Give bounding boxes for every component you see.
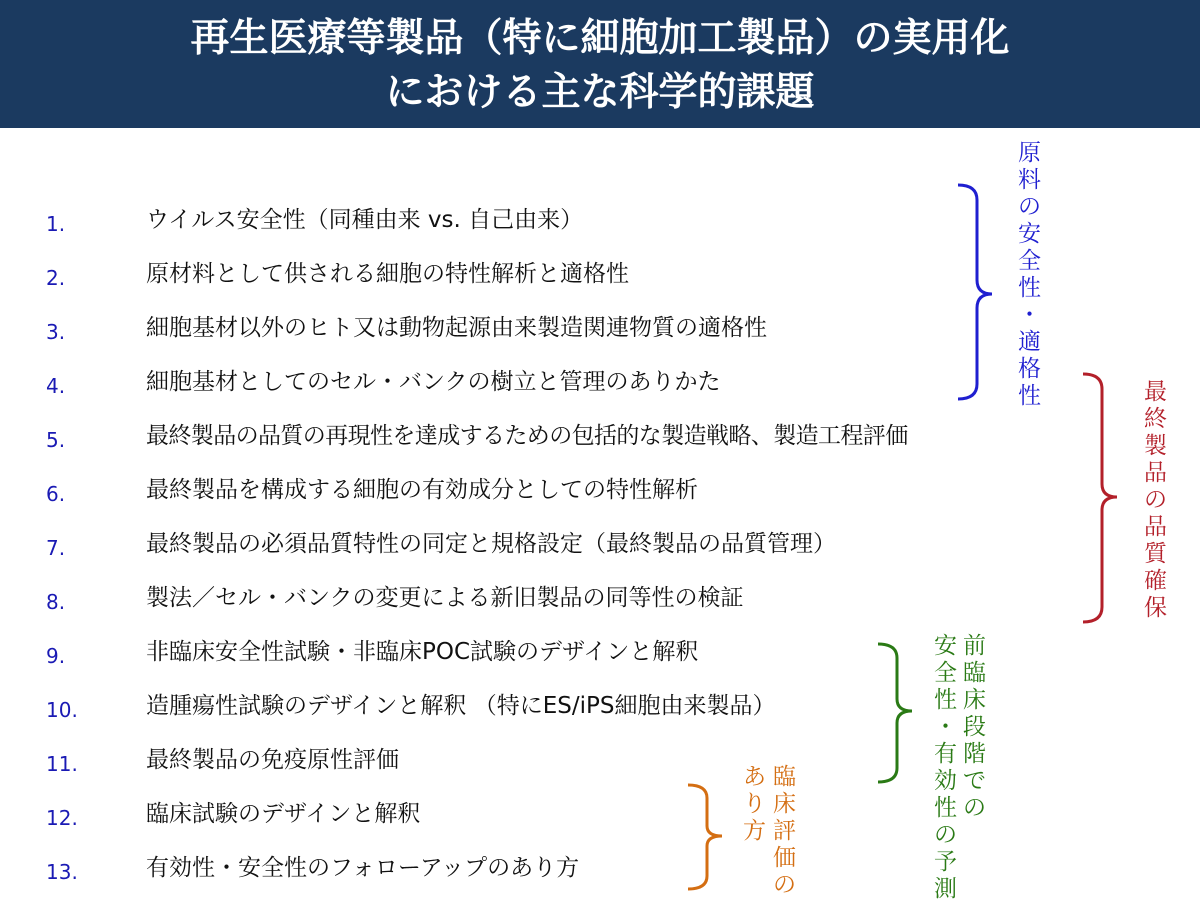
vertical-char: 効 [934,768,957,794]
vertical-char: 質 [1144,541,1167,567]
vertical-char: の [963,795,986,821]
vertical-char: 品 [1144,460,1167,486]
vertical-char: の [1144,487,1167,513]
vertical-char: 格 [1018,356,1041,382]
vertical-char: 全 [1018,248,1041,274]
vertical-char: 床 [773,791,796,817]
title-line-1: 再生医療等製品（特に細胞加工製品）の実用化 [190,16,1010,61]
raw-material-label [1016,140,1043,410]
clinical-bracket [688,785,722,889]
vertical-char: 段 [963,714,986,740]
vertical-char: 前 [963,633,986,659]
vertical-char: の [934,822,957,848]
item-number: 8. [46,590,66,614]
item-text: 最終製品の品質の再現性を達成するための包括的な製造戦略、製造工程評価 [146,423,908,449]
item-number: 9. [46,644,66,668]
raw-material-bracket [958,185,992,399]
clinical-label-col2 [741,764,768,845]
item-number: 5. [46,428,66,452]
item-number: 1. [46,212,66,236]
nonclinical-label-col1 [961,633,988,822]
vertical-char: ・ [934,714,957,740]
item-number: 2. [46,266,66,290]
vertical-char: 性 [934,795,957,821]
vertical-char: 測 [934,876,957,902]
item-text: ウイルス安全性（同種由来 vs. 自己由来） [146,207,584,233]
item-text: 細胞基材としてのセル・バンクの樹立と管理のありかた [146,369,721,395]
vertical-char: 最 [1144,379,1167,405]
vertical-char: ・ [1018,302,1041,328]
item-number: 4. [46,374,66,398]
vertical-char: 予 [934,849,957,875]
vertical-char: 原 [1018,140,1041,166]
vertical-char: の [1018,194,1041,220]
vertical-char: 安 [1018,221,1041,247]
vertical-char: 適 [1018,329,1041,355]
vertical-char: 階 [963,741,986,767]
vertical-char: 保 [1144,595,1167,621]
item-text: 最終製品の免疫原性評価 [146,747,399,773]
vertical-char: の [773,872,796,898]
vertical-char: 終 [1144,406,1167,432]
nonclinical-label-col2 [932,633,959,903]
item-text: 最終製品の必須品質特性の同定と規格設定（最終製品の品質管理） [146,531,836,557]
item-number: 12. [46,806,78,830]
item-text: 造腫瘍性試験のデザインと解釈 （特にES/iPS細胞由来製品） [146,693,776,719]
item-text: 製法／セル・バンクの変更による新旧製品の同等性の検証 [146,585,744,611]
vertical-char: 価 [773,845,796,871]
vertical-char: 有 [934,741,957,767]
item-text: 有効性・安全性のフォローアップのあり方 [146,855,580,881]
vertical-char: 性 [1018,383,1041,409]
vertical-char: 確 [1144,568,1167,594]
item-text: 非臨床安全性試験・非臨床POC試験のデザインと解釈 [146,639,699,665]
vertical-char: 方 [743,818,766,844]
vertical-char: 品 [1144,514,1167,540]
clinical-label-col1 [771,764,798,899]
item-text: 臨床試験のデザインと解釈 [146,801,421,827]
vertical-char: で [963,768,986,794]
vertical-char: 性 [1018,275,1041,301]
item-number: 13. [46,860,78,884]
nonclinical-bracket [878,644,912,782]
item-number: 3. [46,320,66,344]
vertical-char: あ [743,764,766,790]
item-text: 最終製品を構成する細胞の有効成分としての特性解析 [146,477,698,503]
vertical-char: 評 [773,818,796,844]
vertical-char: 料 [1018,167,1041,193]
vertical-char: 臨 [773,764,796,790]
final-quality-bracket [1083,374,1117,622]
vertical-char: り [743,791,766,817]
item-number: 6. [46,482,66,506]
vertical-char: 性 [934,687,957,713]
vertical-char: 臨 [963,660,986,686]
final-quality-label [1142,379,1169,622]
item-number: 11. [46,752,78,776]
vertical-char: 床 [963,687,986,713]
title-line-2: における主な科学的課題 [385,70,815,115]
item-number: 7. [46,536,66,560]
item-text: 細胞基材以外のヒト又は動物起源由来製造関連物質の適格性 [146,315,767,341]
vertical-char: 全 [934,660,957,686]
item-text: 原材料として供される細胞の特性解析と適格性 [146,261,629,287]
item-number: 10. [46,698,78,722]
vertical-char: 製 [1144,433,1167,459]
vertical-char: 安 [934,633,957,659]
